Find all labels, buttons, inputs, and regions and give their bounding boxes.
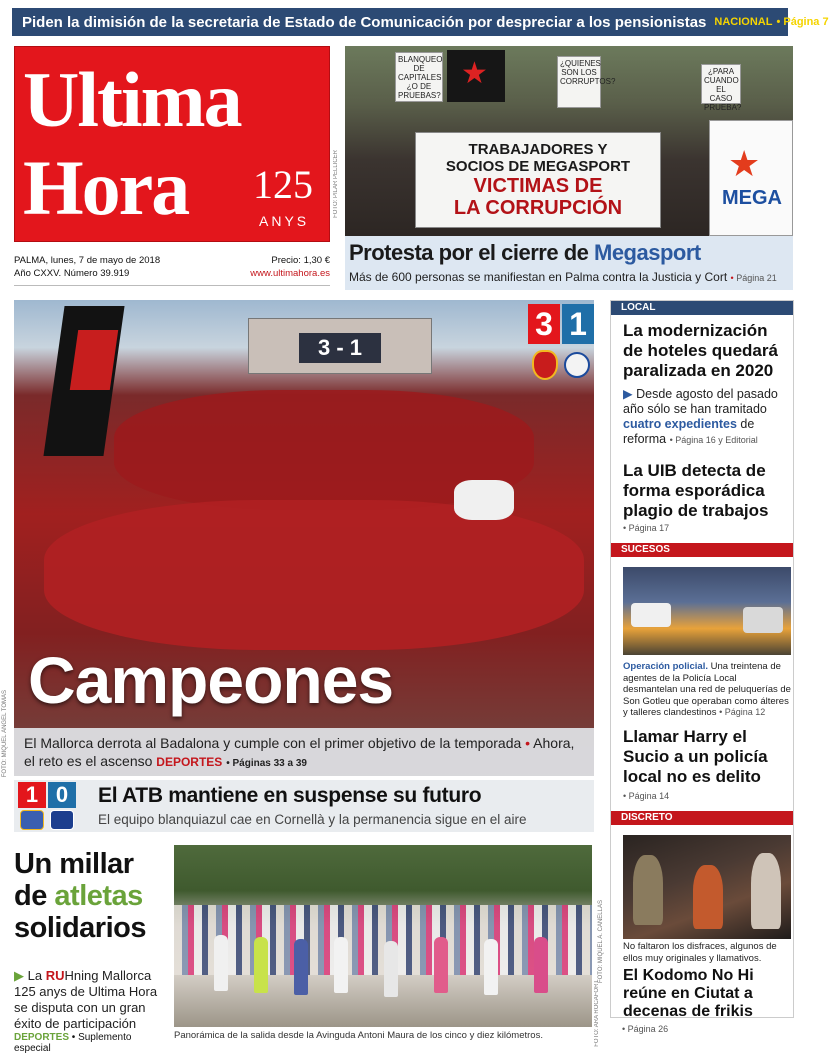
body-text: Desde agosto del pasado año sólo se han tramitado: [623, 387, 778, 416]
atb-crest-icon: [20, 810, 44, 830]
costumed-person: [633, 855, 663, 925]
page-ref-text: Página 21: [736, 273, 777, 283]
top-banner-section: NACIONAL: [714, 16, 773, 28]
costumed-person: [751, 853, 781, 929]
players: [44, 500, 584, 650]
costume-photo[interactable]: [623, 835, 791, 939]
banner-line: SOCIOS DE MEGASPORT: [445, 158, 631, 175]
page-ref-text: • Página 17: [623, 523, 670, 533]
protest-banner: [415, 132, 661, 228]
stadium-scoreboard: [248, 318, 432, 374]
protest-subhead-text: Más de 600 personas se manifiestan en Palma contra la Justicia y Cort: [349, 270, 728, 284]
score-home: 3: [528, 304, 560, 344]
runner: [534, 937, 548, 993]
arrow-icon: ▶: [14, 968, 24, 983]
main-strap-text: El Mallorca derrota al Badalona y cumple con el primer objetivo de la temporada: [24, 735, 526, 751]
runner: [484, 939, 498, 995]
main-strap-text2: Ahora, el reto es el ascenso: [24, 735, 575, 769]
headline-line: solidarios: [14, 912, 146, 944]
photo-credit: FOTO: MIQUEL ÀNGEL TOMÀS: [2, 690, 8, 778]
scoreboard-score: 3 - 1: [299, 333, 381, 363]
runner: [334, 937, 348, 993]
page-ref-text: • Página 14: [623, 791, 670, 801]
protest-subhead: [349, 270, 777, 284]
banner-line: LA CORRUPCIÓN: [453, 197, 623, 219]
atb-subhead: El equipo blanquiazul cae en Cornellà y la permanencia sigue en el aire: [98, 812, 527, 827]
lead-in: Operación policial.: [623, 661, 708, 672]
headline-part: de: [14, 880, 55, 912]
page-ref: [623, 523, 793, 535]
score-home: 1: [18, 782, 46, 808]
harry-headline[interactable]: Llamar Harry el Sucio a un policía local no es delito: [623, 727, 768, 786]
supplement-ref: • Suplemento especial: [14, 1032, 132, 1054]
top-banner-page: • Página 7: [776, 16, 829, 28]
discreto-caption: No faltaron los disfraces, algunos de ellos muy originales y llamativos.: [623, 941, 777, 964]
protest-sign: ¿PARA CUANDO EL CASO PRUEBA?: [701, 64, 741, 104]
section-local[interactable]: LOCAL: [611, 301, 793, 315]
score-away: 1: [562, 304, 594, 344]
issue-number: Año CXXV. Número 39.919: [14, 268, 130, 279]
protest-sign: ¿QUIENES SON LOS CORRUPTOS?: [557, 56, 601, 108]
photo-credit: FOTO: MIQUEL À. CAÑELLAS: [598, 900, 604, 984]
place-date: PALMA, lunes, 7 de mayo de 2018: [14, 255, 161, 266]
protest-headline-prefix: Protesta por el cierre de: [349, 240, 594, 265]
protest-headline[interactable]: [349, 240, 701, 266]
atletas-section: [14, 1032, 170, 1054]
page-ref: [623, 791, 793, 803]
police-car: [631, 603, 671, 627]
protest-photo[interactable]: [345, 46, 793, 236]
red-flag: [70, 330, 118, 390]
banner-line: TRABAJADORES Y: [468, 141, 608, 158]
headline-line: Un millar: [14, 848, 134, 880]
local-body: [623, 387, 791, 448]
section-discreto[interactable]: DISCRETO: [611, 811, 793, 825]
bullet: •: [525, 735, 531, 751]
atb-story[interactable]: [14, 780, 594, 832]
flag-text: MEGA: [722, 187, 782, 209]
page-ref: • Página 12: [719, 707, 766, 717]
police-photo[interactable]: [623, 567, 791, 655]
protest-story[interactable]: [345, 236, 793, 290]
masthead-line2: Hora: [23, 144, 189, 231]
police-car: [743, 607, 783, 633]
body-text: Una treintena de agentes de la Policía Local desmantelan una red de peluquerías de Son Gotleu que operaban como álteres y talleres clandestinos: [623, 661, 791, 718]
sucesos-body: [623, 661, 793, 719]
score-away: 0: [48, 782, 76, 808]
masthead-logo[interactable]: [14, 46, 330, 242]
right-column: [610, 300, 794, 1018]
top-banner[interactable]: [12, 8, 829, 36]
runner: [384, 941, 398, 997]
body-text: Hning Mallorca 125 anys de Ultima Hora se disputa con un gran éxito de participación: [14, 968, 158, 1031]
banner-line: VICTIMAS DE: [473, 175, 603, 197]
photo-credit: FOTO: PILAR PELLICER: [333, 150, 339, 218]
rival-crest-icon: [50, 810, 74, 830]
star-icon: ★: [461, 57, 488, 90]
main-strap: [14, 728, 594, 776]
costumed-person: [693, 865, 723, 929]
section-sucesos[interactable]: SUCESOS: [611, 543, 793, 557]
body-text: de reforma: [623, 417, 755, 446]
atletas-headline[interactable]: [14, 848, 170, 944]
race-caption: Panorámica de la salida desde la Avinguda Antoni Maura de los cinco y diez kilómetros.: [174, 1030, 543, 1041]
megasport-flag: [709, 120, 793, 236]
page-ref: • Página 21: [730, 273, 777, 283]
mallorca-crest-icon: [532, 350, 558, 380]
runner: [434, 937, 448, 993]
body-highlight: RU: [45, 968, 65, 983]
player-white-shirt: [454, 480, 514, 520]
page-ref: • Página 26: [622, 1024, 669, 1034]
main-photo[interactable]: [14, 300, 594, 776]
badalona-crest-icon: [564, 352, 590, 378]
imprint: [14, 252, 330, 286]
masthead-line1: Ultima: [23, 56, 241, 143]
anniversary-number: 125: [253, 162, 313, 207]
kodomo-headline[interactable]: El Kodomo No Hi reúne en Ciutat a decenas de frikis: [623, 967, 754, 1020]
section-label[interactable]: DEPORTES: [156, 755, 223, 769]
atletas-body: [14, 968, 170, 1032]
protest-sign: BLANQUEO DE CAPITALES ¿O DE PRUEBAS?: [395, 52, 443, 102]
headline-line: [14, 880, 170, 912]
arrow-icon: ▶: [623, 387, 633, 401]
runner: [294, 939, 308, 995]
body-highlight: cuatro expedientes: [623, 417, 737, 431]
uib-headline[interactable]: La UIB detecta de forma esporádica plagio de trabajos: [623, 461, 769, 520]
page-ref: • Páginas 33 a 39: [226, 758, 307, 769]
protest-headline-brand: Megasport: [594, 240, 701, 265]
main-headline[interactable]: Campeones: [28, 643, 394, 717]
runners-crowd: [174, 905, 592, 975]
section-label[interactable]: DEPORTES: [14, 1032, 70, 1043]
photo-credit: FOTO: ARA ROCAFORT: [594, 980, 600, 1047]
local-headline[interactable]: La modernización de hoteles quedará paralizada en 2020: [623, 321, 778, 380]
runner: [214, 935, 228, 991]
star-icon: ★: [728, 143, 761, 184]
race-photo[interactable]: [174, 845, 592, 1027]
body-text: La: [24, 968, 46, 983]
runner: [254, 937, 268, 993]
top-banner-headline: Piden la dimisión de la secretaria de Estado de Comunicación por despreciar a los pensionistas: [22, 13, 707, 31]
website-link[interactable]: www.ultimahora.es: [250, 268, 330, 279]
headline-highlight: atletas: [54, 880, 143, 912]
anniversary-word: ANYS: [259, 213, 310, 229]
page-ref: • Página 16 y Editorial: [669, 435, 758, 445]
atb-headline[interactable]: El ATB mantiene en suspense su futuro: [98, 784, 482, 807]
black-flag: [447, 50, 505, 102]
price: Precio: 1,30 €: [271, 255, 330, 266]
